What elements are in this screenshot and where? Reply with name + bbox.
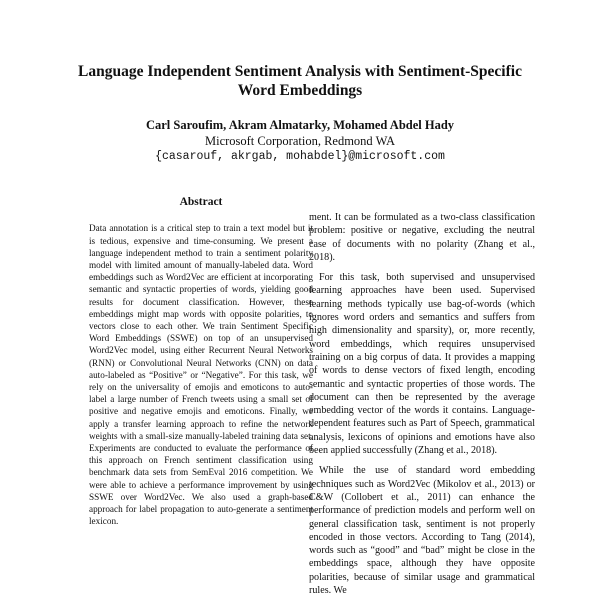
body-paragraph-2: For this task, both supervised and unsupervised learning approaches have been used. Supervised learning methods typically use bag-of-words (which ignores word orders and semantics and suffers from high dimensionality and sparsity), or, more recently, word embeddings, which requires unsupervised training on a big corpus of data. It provides a mapping of words to dense vectors of fixed length, encoding semantic and syntactic properties of those words. The document can then be represented by the average embedding vector of the words it contains. Language-dependent features such as Part of Speech, grammatical analysis, lexicons of opinions and emotions have also been applied successfully (Zhang et al., 2018).: [309, 272, 535, 457]
body-paragraph-3: While the use of standard word embedding techniques such as Word2Vec (Mikolov et al., 2013) or C&W (Collobert et al., 2011) can enhance the performance of prediction models and perform well on general classification task, sentiment is not properly encoded in those vectors. According to Tang (2014), words such as “good” and “bad” might be close in the embeddings space, although they have opposite polarities, because of similar usage and grammatical rules. We: [309, 465, 535, 597]
paper-title: Language Independent Sentiment Analysis with Sentiment-Specific Word Embeddings: [78, 63, 522, 99]
abstract-column: [88, 196, 314, 527]
abstract-text: Data annotation is a critical step to train a text model but it is tedious, expensive and time-consuming. We present a language independent method to train a sentiment polarity model with limited amount of manually-labeled data. Word embeddings such as Word2Vec are efficient at incorporating semantic and syntactic properties of words, yielding good results for document classification. However, these embeddings might map words with opposite polarities, to vectors close to each other. We train Sentiment Specific Word Embeddings (SSWE) on top of an unsupervised Word2Vec model, using either Recurrent Neural Networks (RNN) or Convolutional Neural Networks (CNN) on data auto-labeled as “Positive” or “Negative”. For this task, we rely on the universality of emojis and emoticons to auto-label a large number of French tweets using a small set of positive and negative emojis and emoticons. Finally, we apply a transfer learning approach to refine the network weights with a small-size manually-labeled training data set. Experiments are conducted to evaluate the performance of this approach on French sentiment classification using benchmark data sets from SemEval 2016 competition. We were able to achieve a performance improvement by using SSWE over Word2Vec. We also used a graph-based approach for label propagation to auto-generate a sentiment lexicon.: [89, 223, 313, 527]
abstract-heading: Abstract: [179, 196, 223, 208]
author-block: [60, 117, 540, 165]
body-paragraph-1: ment. It can be formulated as a two-class classification problem: positive or negative, excluding the neutral case of documents with no polarity (Zhang et al., 2018).: [309, 212, 535, 263]
author-names: Carl Saroufim, Akram Almatarky, Mohamed Abdel Hady: [145, 118, 455, 132]
affiliation: Microsoft Corporation, Redmond WA: [204, 134, 396, 148]
body-column: [309, 211, 535, 604]
email-addresses: {casarouf, akrgab, mohabdel}@microsoft.com: [155, 150, 445, 163]
